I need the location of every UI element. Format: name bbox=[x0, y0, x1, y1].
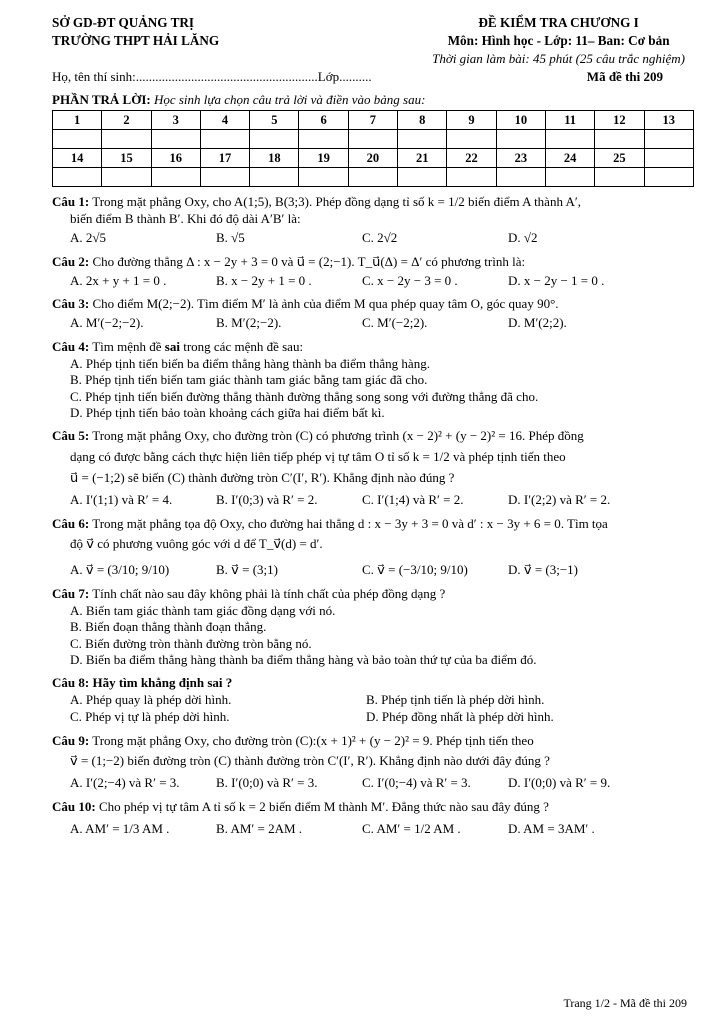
option-c: C. AM′ = 1/2 AM . bbox=[362, 821, 461, 837]
option-b: B. v⃗ = (3;1) bbox=[216, 562, 278, 578]
option-b: B. Phép tịnh tiến là phép dời hình. bbox=[366, 692, 545, 708]
answer-cell[interactable] bbox=[151, 129, 200, 148]
grid-cell: 13 bbox=[644, 110, 693, 129]
grid-cell: 22 bbox=[447, 148, 496, 167]
option-c: C. v⃗ = (−3/10; 9/10) bbox=[362, 562, 468, 578]
option-d: D. Biến ba điểm thẳng hàng thành ba điểm thẳng hàng và bảo toàn thứ tự của ba điểm đó. bbox=[70, 651, 537, 667]
question-label: Câu 8: bbox=[52, 675, 90, 691]
option-c: C. I′(0;−4) và R′ = 3. bbox=[362, 774, 471, 790]
option-a: A. AM′ = 1/3 AM . bbox=[70, 821, 170, 837]
grid-cell: 12 bbox=[595, 110, 644, 129]
answer-cell[interactable] bbox=[102, 129, 151, 148]
option-b: B. I′(0;0) và R′ = 3. bbox=[216, 774, 318, 790]
exam-code: Mã đề thi 209 bbox=[586, 69, 663, 85]
option-b: B. AM′ = 2AM . bbox=[216, 821, 303, 837]
option-d: D. AM = 3AM′ . bbox=[508, 821, 595, 837]
grid-cell: 8 bbox=[398, 110, 447, 129]
option-c: C. Biến đường tròn thành đường tròn bằng nó. bbox=[70, 635, 312, 651]
option-a: A. v⃗ = (3/10; 9/10) bbox=[70, 562, 170, 578]
answer-cell[interactable] bbox=[299, 167, 348, 186]
question-label: Câu 2: bbox=[52, 253, 90, 269]
question-text: Trong mặt phẳng Oxy, cho đường tròn (C) có phương trình (x − 2)² + (y − 2)² = 16. Phép đồng bbox=[89, 428, 584, 444]
option-b: B. Phép tịnh tiến biến tam giác thành tam giác bằng tam giác đã cho. bbox=[70, 372, 428, 388]
answer-cell[interactable] bbox=[53, 167, 102, 186]
question-label: Câu 4: bbox=[52, 339, 90, 355]
option-c: C. 2√2 bbox=[362, 229, 398, 245]
option-a: A. 2√5 bbox=[70, 229, 107, 245]
answer-cell[interactable] bbox=[151, 167, 200, 186]
answer-cell[interactable] bbox=[398, 129, 447, 148]
option-a: A. Biến tam giác thành tam giác đồng dạng với nó. bbox=[70, 603, 336, 619]
grid-cell bbox=[644, 148, 693, 167]
grid-cell: 10 bbox=[496, 110, 545, 129]
question-2 bbox=[52, 254, 685, 290]
question-text-post: trong các mệnh đề sau: bbox=[179, 339, 304, 355]
answer-cell[interactable] bbox=[545, 129, 594, 148]
answer-sheet-instruction: Học sinh lựa chọn câu trả lời và điền vào bảng sau: bbox=[150, 92, 426, 108]
school-block bbox=[52, 14, 219, 67]
question-6 bbox=[52, 516, 685, 580]
question-label: Câu 5: bbox=[52, 428, 90, 444]
question-text-cont: dạng có được bằng cách thực hiện liên tiếp phép vị tự tâm O tỉ số k = 1/2 và phép tịnh tiến theo bbox=[70, 448, 566, 464]
question-text-cont: v⃗ = (1;−2) biến đường tròn (C) thành đường tròn C′(I′, R′). Khẳng định nào dưới đây đúng ? bbox=[70, 752, 550, 768]
question-text-cont: độ v⃗ có phương vuông góc với d để T_v⃗(d) = d′. bbox=[70, 535, 323, 551]
answer-cell[interactable] bbox=[348, 129, 397, 148]
grid-cell: 25 bbox=[595, 148, 644, 167]
grid-cell: 14 bbox=[53, 148, 102, 167]
option-d: D. I′(0;0) và R′ = 9. bbox=[508, 774, 611, 790]
option-d: D. I′(2;2) và R′ = 2. bbox=[508, 491, 611, 507]
grid-cell: 19 bbox=[299, 148, 348, 167]
exam-info-block bbox=[432, 14, 685, 67]
page-footer: Trang 1/2 - Mã đề thi 209 bbox=[563, 996, 687, 1010]
question-label: Câu 3: bbox=[52, 296, 90, 312]
answer-cell[interactable] bbox=[250, 167, 299, 186]
answer-cell[interactable] bbox=[398, 167, 447, 186]
question-text-cont: u⃗ = (−1;2) sẽ biến (C) thành đường tròn C′(I′, R′). Khẳng định nào đúng ? bbox=[70, 469, 455, 485]
question-text: Trong mặt phẳng Oxy, cho đường tròn (C):(x + 1)² + (y − 2)² = 9. Phép tịnh tiến theo bbox=[89, 732, 534, 748]
option-b: B. M′(2;−2). bbox=[216, 315, 282, 331]
question-emphasis: sai bbox=[164, 339, 180, 355]
answer-cell[interactable] bbox=[496, 129, 545, 148]
question-text: Cho điểm M(2;−2). Tìm điểm M′ là ảnh của điểm M qua phép quay tâm O, góc quay 90°. bbox=[89, 296, 559, 312]
option-a: A. I′(1;1) và R′ = 4. bbox=[70, 491, 173, 507]
grid-cell: 18 bbox=[250, 148, 299, 167]
question-text: Cho đường thẳng Δ : x − 2y + 3 = 0 và u⃗ = (2;−1). T_u⃗(Δ) = Δ′ có phương trình là: bbox=[89, 253, 526, 269]
answer-cell[interactable] bbox=[250, 129, 299, 148]
question-8 bbox=[52, 675, 685, 726]
answer-grid bbox=[52, 110, 694, 187]
student-name-field: Họ, tên thí sinh:........................................................Lớp.......... bbox=[52, 69, 372, 85]
answer-sheet-title-bold: PHẦN TRẢ LỜI: bbox=[52, 92, 151, 108]
question-7 bbox=[52, 586, 685, 668]
grid-cell: 5 bbox=[250, 110, 299, 129]
option-b: B. x − 2y + 1 = 0 . bbox=[216, 272, 312, 288]
grid-cell: 20 bbox=[348, 148, 397, 167]
answer-grid-header-row-1 bbox=[53, 110, 694, 129]
option-d: D. M′(2;2). bbox=[508, 315, 567, 331]
school-name: TRƯỜNG THPT HẢI LĂNG bbox=[52, 32, 220, 48]
answer-sheet-title bbox=[52, 92, 685, 109]
option-a: A. Phép tịnh tiến biến ba điểm thẳng hàng thành ba điểm thẳng hàng. bbox=[70, 356, 430, 372]
answer-cell[interactable] bbox=[200, 129, 249, 148]
answer-grid-header-row-2 bbox=[53, 148, 694, 167]
question-label: Câu 9: bbox=[52, 732, 90, 748]
option-a: A. 2x + y + 1 = 0 . bbox=[70, 272, 167, 288]
grid-cell: 3 bbox=[151, 110, 200, 129]
answer-cell[interactable] bbox=[53, 129, 102, 148]
answer-cell[interactable] bbox=[496, 167, 545, 186]
question-text: Trong mặt phẳng Oxy, cho A(1;5), B(3;3). Phép đồng dạng tỉ số k = 1/2 biến điểm A thành A′, bbox=[89, 193, 581, 209]
question-label: Câu 10: bbox=[52, 798, 96, 814]
grid-cell: 7 bbox=[348, 110, 397, 129]
answer-cell[interactable] bbox=[447, 167, 496, 186]
question-text: Tính chất nào sau đây không phải là tính chất của phép đồng dạng ? bbox=[89, 586, 446, 602]
option-d: D. Phép tịnh tiến bảo toàn khoảng cách giữa hai điểm bất kì. bbox=[70, 404, 385, 420]
grid-cell: 15 bbox=[102, 148, 151, 167]
option-c: C. Phép tịnh tiến biến đường thẳng thành đường thẳng song song với đường thẳng đã cho. bbox=[70, 388, 539, 404]
question-text: Cho phép vị tự tâm A tỉ số k = 2 biến điểm M thành M′. Đẳng thức nào sau đây đúng ? bbox=[95, 798, 549, 814]
grid-cell: 16 bbox=[151, 148, 200, 167]
grid-cell: 6 bbox=[299, 110, 348, 129]
question-10 bbox=[52, 799, 685, 839]
exam-duration: Thời gian làm bài: 45 phút (25 câu trắc nghiệm) bbox=[432, 50, 685, 66]
answer-cell[interactable] bbox=[595, 129, 644, 148]
question-3 bbox=[52, 296, 685, 332]
question-5 bbox=[52, 428, 685, 509]
department-name: SỞ GD-ĐT QUẢNG TRỊ bbox=[52, 15, 195, 30]
option-a: A. M′(−2;−2). bbox=[70, 315, 144, 331]
option-a: A. I′(2;−4) và R′ = 3. bbox=[70, 774, 180, 790]
answer-cell[interactable] bbox=[200, 167, 249, 186]
answer-cell[interactable] bbox=[102, 167, 151, 186]
answer-grid-blank-row-1 bbox=[53, 129, 694, 148]
option-c: C. Phép vị tự là phép dời hình. bbox=[70, 708, 230, 724]
grid-cell: 2 bbox=[102, 110, 151, 129]
grid-cell: 11 bbox=[545, 110, 594, 129]
answer-cell[interactable] bbox=[595, 167, 644, 186]
question-label: Câu 7: bbox=[52, 586, 90, 602]
grid-cell: 24 bbox=[545, 148, 594, 167]
question-9 bbox=[52, 733, 685, 792]
student-info-line bbox=[52, 69, 685, 86]
option-c: C. M′(−2;2). bbox=[362, 315, 428, 331]
exam-title: ĐỀ KIỂM TRA CHƯƠNG I bbox=[478, 15, 639, 30]
answer-cell[interactable] bbox=[644, 129, 693, 148]
option-b: B. √5 bbox=[216, 229, 245, 245]
answer-cell[interactable] bbox=[644, 167, 693, 186]
question-1 bbox=[52, 194, 685, 247]
answer-cell[interactable] bbox=[299, 129, 348, 148]
option-b: B. Biến đoạn thẳng thành đoạn thẳng. bbox=[70, 619, 267, 635]
grid-cell: 23 bbox=[496, 148, 545, 167]
answer-cell[interactable] bbox=[447, 129, 496, 148]
option-a: A. Phép quay là phép dời hình. bbox=[70, 692, 232, 708]
option-d: D. x − 2y − 1 = 0 . bbox=[508, 272, 605, 288]
answer-cell[interactable] bbox=[545, 167, 594, 186]
exam-header bbox=[52, 14, 685, 67]
option-d: D. v⃗ = (3;−1) bbox=[508, 562, 579, 578]
question-text-cont: biến điểm B thành B′. Khi đó độ dài A′B′ là: bbox=[70, 210, 301, 226]
question-text: Trong mặt phẳng tọa độ Oxy, cho đường hai thẳng d : x − 3y + 3 = 0 và d′ : x − 3y + 6 = 0. Tìm tọa bbox=[89, 515, 608, 531]
question-4 bbox=[52, 339, 685, 421]
question-label: Câu 1: bbox=[52, 193, 90, 209]
question-text: Hãy tìm khẳng định sai ? bbox=[89, 675, 233, 691]
grid-cell: 17 bbox=[200, 148, 249, 167]
grid-cell: 1 bbox=[53, 110, 102, 129]
exam-subject: Môn: Hình học - Lớp: 11– Ban: Cơ bản bbox=[447, 32, 670, 48]
option-c: C. I′(1;4) và R′ = 2. bbox=[362, 491, 464, 507]
option-b: B. I′(0;3) và R′ = 2. bbox=[216, 491, 318, 507]
option-d: D. Phép đồng nhất là phép dời hình. bbox=[366, 708, 554, 724]
option-d: D. √2 bbox=[508, 229, 538, 245]
question-text: Tìm mệnh đề bbox=[89, 339, 165, 355]
option-c: C. x − 2y − 3 = 0 . bbox=[362, 272, 458, 288]
question-label: Câu 6: bbox=[52, 515, 90, 531]
answer-cell[interactable] bbox=[348, 167, 397, 186]
grid-cell: 4 bbox=[200, 110, 249, 129]
answer-grid-blank-row-2 bbox=[53, 167, 694, 186]
grid-cell: 9 bbox=[447, 110, 496, 129]
grid-cell: 21 bbox=[398, 148, 447, 167]
